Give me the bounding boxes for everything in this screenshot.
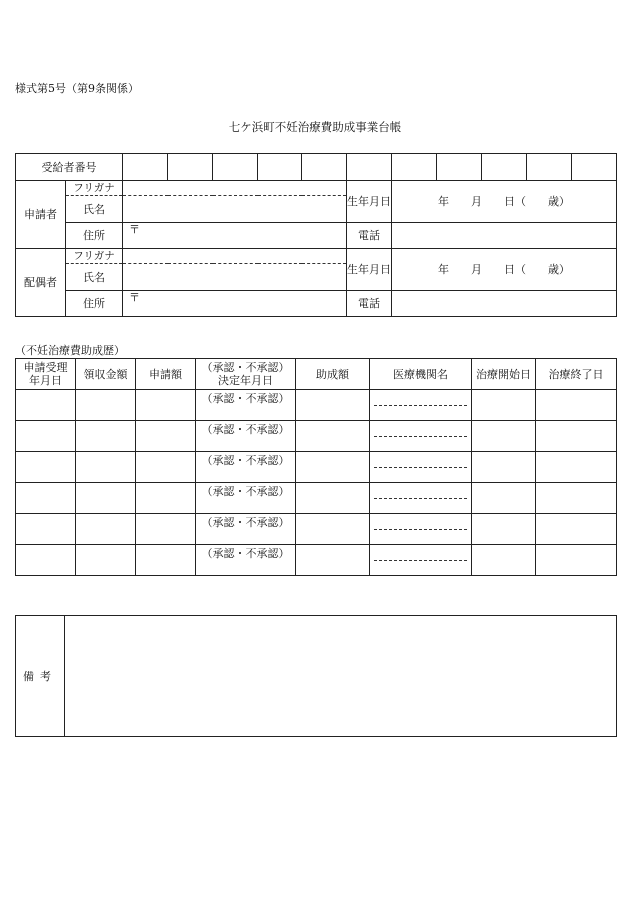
history-cell[interactable] xyxy=(536,390,617,421)
history-cell[interactable] xyxy=(136,514,196,545)
history-cell[interactable] xyxy=(76,545,136,576)
spouse-name-field[interactable] xyxy=(123,264,347,291)
history-cell[interactable] xyxy=(136,390,196,421)
history-column-header: 領収金額 xyxy=(76,359,136,390)
history-cell[interactable] xyxy=(136,545,196,576)
history-cell[interactable] xyxy=(76,390,136,421)
recipient-number-digit[interactable] xyxy=(258,154,302,181)
applicant-section-label: 申請者 xyxy=(16,181,66,249)
recipient-number-digit[interactable] xyxy=(392,154,437,181)
history-row xyxy=(16,421,617,452)
recipient-number-digit[interactable] xyxy=(527,154,572,181)
history-cell[interactable] xyxy=(536,452,617,483)
spouse-phone-label: 電話 xyxy=(347,291,392,317)
history-hospital-cell[interactable] xyxy=(370,514,472,545)
spouse-name-label: 氏名 xyxy=(66,264,123,291)
dashed-divider xyxy=(374,560,467,561)
recipient-number-digit[interactable] xyxy=(482,154,527,181)
history-cell[interactable] xyxy=(472,452,536,483)
history-decision-cell[interactable]: （承認・不承認） xyxy=(196,421,296,452)
history-cell[interactable] xyxy=(16,545,76,576)
dashed-divider xyxy=(374,436,467,437)
history-cell[interactable] xyxy=(136,452,196,483)
history-column-header: 申請受理 年月日 xyxy=(16,359,76,390)
form-id: 様式第5号（第9条関係） xyxy=(15,82,139,95)
applicant-address-field[interactable] xyxy=(123,223,347,249)
history-cell[interactable] xyxy=(472,421,536,452)
history-column-header: 申請額 xyxy=(136,359,196,390)
history-column-header: 医療機関名 xyxy=(370,359,472,390)
history-hospital-cell[interactable] xyxy=(370,452,472,483)
history-cell[interactable] xyxy=(472,514,536,545)
recipient-number-digit[interactable] xyxy=(123,154,168,181)
history-cell[interactable] xyxy=(296,452,370,483)
postal-mark-icon: 〒 xyxy=(129,223,140,236)
applicant-furigana-field[interactable] xyxy=(123,181,347,196)
history-hospital-cell[interactable] xyxy=(370,421,472,452)
history-cell[interactable] xyxy=(16,483,76,514)
history-hospital-cell[interactable] xyxy=(370,483,472,514)
dashed-divider xyxy=(374,529,467,530)
page-title: 七ケ浜町不妊治療費助成事業台帳 xyxy=(228,120,402,134)
history-cell[interactable] xyxy=(16,421,76,452)
history-section-label: （不妊治療費助成歴） xyxy=(15,344,125,357)
applicant-phone-label: 電話 xyxy=(347,223,392,249)
dashed-divider xyxy=(374,405,467,406)
dashed-divider xyxy=(374,498,467,499)
history-header-row xyxy=(16,359,617,390)
history-decision-cell[interactable]: （承認・不承認） xyxy=(196,545,296,576)
history-cell[interactable] xyxy=(296,390,370,421)
recipient-number-digit[interactable] xyxy=(302,154,347,181)
history-cell[interactable] xyxy=(472,483,536,514)
history-row xyxy=(16,545,617,576)
history-row xyxy=(16,483,617,514)
applicant-address-label: 住所 xyxy=(66,223,123,249)
history-cell[interactable] xyxy=(76,421,136,452)
postal-mark-icon: 〒 xyxy=(129,291,140,304)
history-cell[interactable] xyxy=(76,514,136,545)
history-column-header: （承認・不承認） 決定年月日 xyxy=(196,359,296,390)
history-cell[interactable] xyxy=(536,483,617,514)
history-decision-cell[interactable]: （承認・不承認） xyxy=(196,452,296,483)
history-cell[interactable] xyxy=(536,421,617,452)
history-table xyxy=(15,358,617,576)
applicant-name-field[interactable] xyxy=(123,196,347,223)
history-row xyxy=(16,514,617,545)
applicant-birth-label: 生年月日 xyxy=(347,181,392,223)
recipient-number-digit[interactable] xyxy=(572,154,617,181)
recipient-number-digit[interactable] xyxy=(168,154,213,181)
spouse-birth-label: 生年月日 xyxy=(347,249,392,291)
history-decision-cell[interactable]: （承認・不承認） xyxy=(196,483,296,514)
spouse-phone-field[interactable] xyxy=(392,291,617,317)
history-hospital-cell[interactable] xyxy=(370,390,472,421)
history-decision-cell[interactable]: （承認・不承認） xyxy=(196,514,296,545)
history-cell[interactable] xyxy=(136,483,196,514)
applicant-phone-field[interactable] xyxy=(392,223,617,249)
recipient-number-label: 受給者番号 xyxy=(16,154,123,181)
applicant-name-label: 氏名 xyxy=(66,196,123,223)
spouse-furigana-label: フリガナ xyxy=(66,249,123,264)
applicant-birth-field[interactable]: 年 月 日（ 歳） xyxy=(392,181,617,223)
history-cell[interactable] xyxy=(536,545,617,576)
history-cell[interactable] xyxy=(16,452,76,483)
history-cell[interactable] xyxy=(536,514,617,545)
ledger-table xyxy=(15,153,617,317)
history-column-header: 治療開始日 xyxy=(472,359,536,390)
history-column-header: 治療終了日 xyxy=(536,359,617,390)
spouse-address-label: 住所 xyxy=(66,291,123,317)
recipient-number-digit[interactable] xyxy=(437,154,482,181)
history-cell[interactable] xyxy=(16,390,76,421)
applicant-furigana-label: フリガナ xyxy=(66,181,123,196)
remarks-table xyxy=(15,615,617,737)
history-cell[interactable] xyxy=(16,514,76,545)
history-decision-cell[interactable]: （承認・不承認） xyxy=(196,390,296,421)
history-cell[interactable] xyxy=(296,421,370,452)
history-cell[interactable] xyxy=(472,545,536,576)
history-cell[interactable] xyxy=(296,483,370,514)
history-hospital-cell[interactable] xyxy=(370,545,472,576)
remarks-label: 備考 xyxy=(16,616,65,737)
spouse-address-field[interactable] xyxy=(123,291,347,317)
history-cell[interactable] xyxy=(136,421,196,452)
history-row xyxy=(16,452,617,483)
history-column-header: 助成額 xyxy=(296,359,370,390)
recipient-number-digit[interactable] xyxy=(213,154,258,181)
history-cell[interactable] xyxy=(296,514,370,545)
history-cell[interactable] xyxy=(472,390,536,421)
dashed-divider xyxy=(374,467,467,468)
remarks-field[interactable] xyxy=(65,616,617,737)
recipient-number-digit[interactable] xyxy=(347,154,392,181)
spouse-furigana-field[interactable] xyxy=(123,249,347,264)
history-row xyxy=(16,390,617,421)
history-cell[interactable] xyxy=(76,483,136,514)
spouse-birth-field[interactable]: 年 月 日（ 歳） xyxy=(392,249,617,291)
spouse-section-label: 配偶者 xyxy=(16,249,66,317)
history-cell[interactable] xyxy=(296,545,370,576)
history-cell[interactable] xyxy=(76,452,136,483)
